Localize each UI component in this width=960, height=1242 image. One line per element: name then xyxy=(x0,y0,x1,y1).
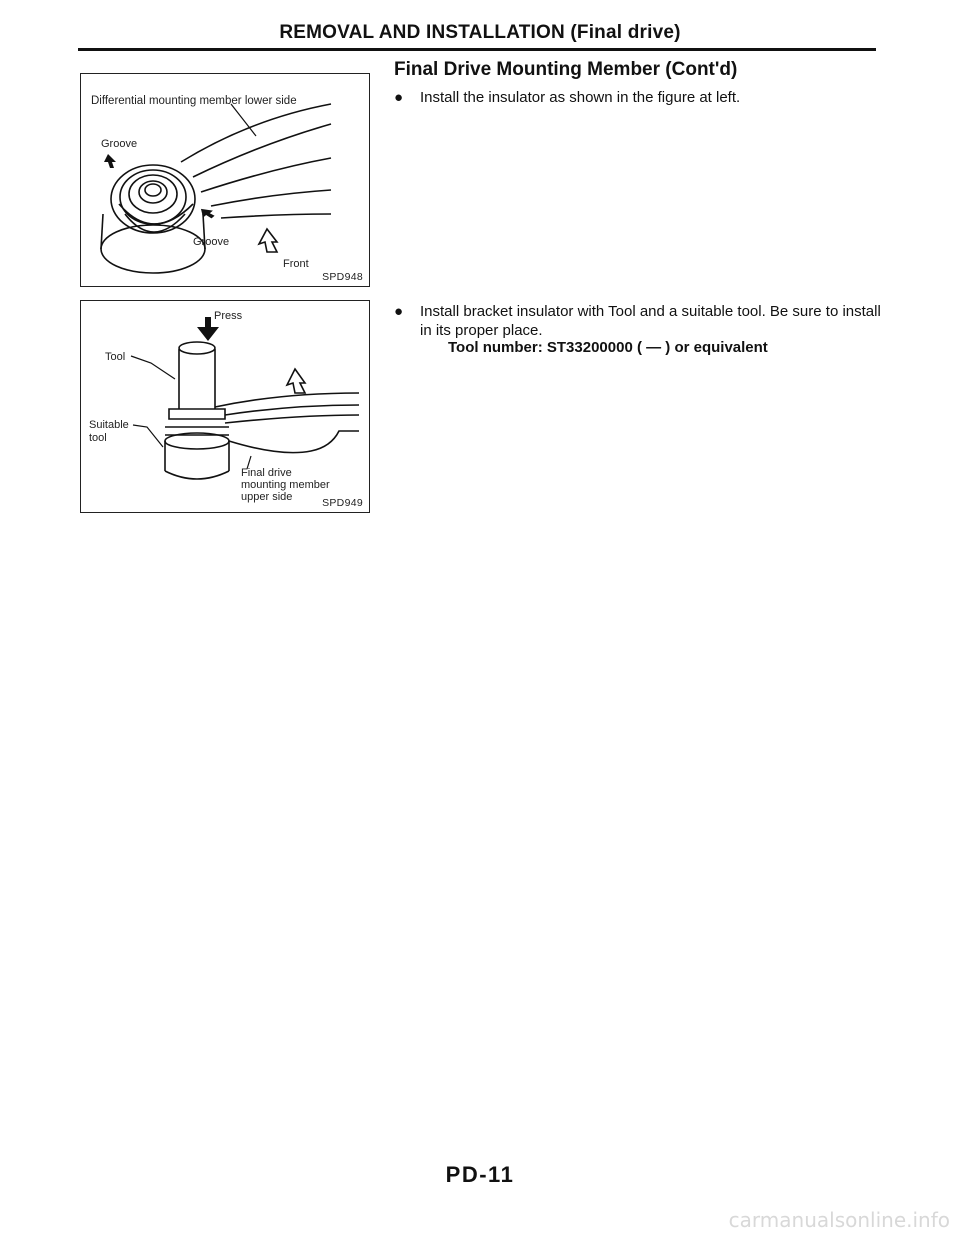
page-number: PD-11 xyxy=(445,1162,515,1187)
page-header-title: REMOVAL AND INSTALLATION (Final drive) xyxy=(279,22,681,43)
groove-top-arrow-icon xyxy=(104,154,116,168)
figure-insulator-groove xyxy=(80,73,370,287)
label-member-lower-side: Differential mounting member lower side xyxy=(91,95,297,107)
instruction-text: Install the insulator as shown in the figure at left. xyxy=(420,89,741,106)
label-suitable-tool-line1: Suitable xyxy=(89,419,129,431)
label-suitable-tool-line2: tool xyxy=(89,432,107,444)
label-press: Press xyxy=(214,310,243,322)
direction-arrow-icon xyxy=(287,369,305,393)
label-upper-side-line3: upper side xyxy=(241,491,293,503)
page-header xyxy=(0,22,960,44)
bullet-icon: ● xyxy=(394,89,404,106)
figure-code: SPD948 xyxy=(322,271,363,283)
front-arrow-icon xyxy=(259,229,277,252)
groove-bottom-arrow-icon xyxy=(198,204,216,222)
figure-code: SPD949 xyxy=(322,497,363,509)
label-groove-bottom: Groove xyxy=(193,236,230,248)
watermark: carmanualsonline.info xyxy=(728,1208,950,1232)
label-front: Front xyxy=(283,258,309,270)
label-groove-top: Groove xyxy=(101,138,138,150)
bullet-icon: ● xyxy=(394,303,404,320)
label-upper-side-line2: mounting member xyxy=(241,479,330,491)
header-rule xyxy=(78,48,876,51)
instruction-text: Install bracket insulator with Tool and a suitable tool. Be sure to install in its proper place. xyxy=(420,303,881,339)
figure-bracket-insulator-tool xyxy=(80,300,370,513)
label-tool: Tool xyxy=(105,351,126,363)
label-upper-side-line1: Final drive xyxy=(241,467,292,479)
tool-number: Tool number: ST33200000 ( — ) or equivalent xyxy=(448,339,768,356)
section-title: Final Drive Mounting Member (Cont'd) xyxy=(394,59,738,80)
